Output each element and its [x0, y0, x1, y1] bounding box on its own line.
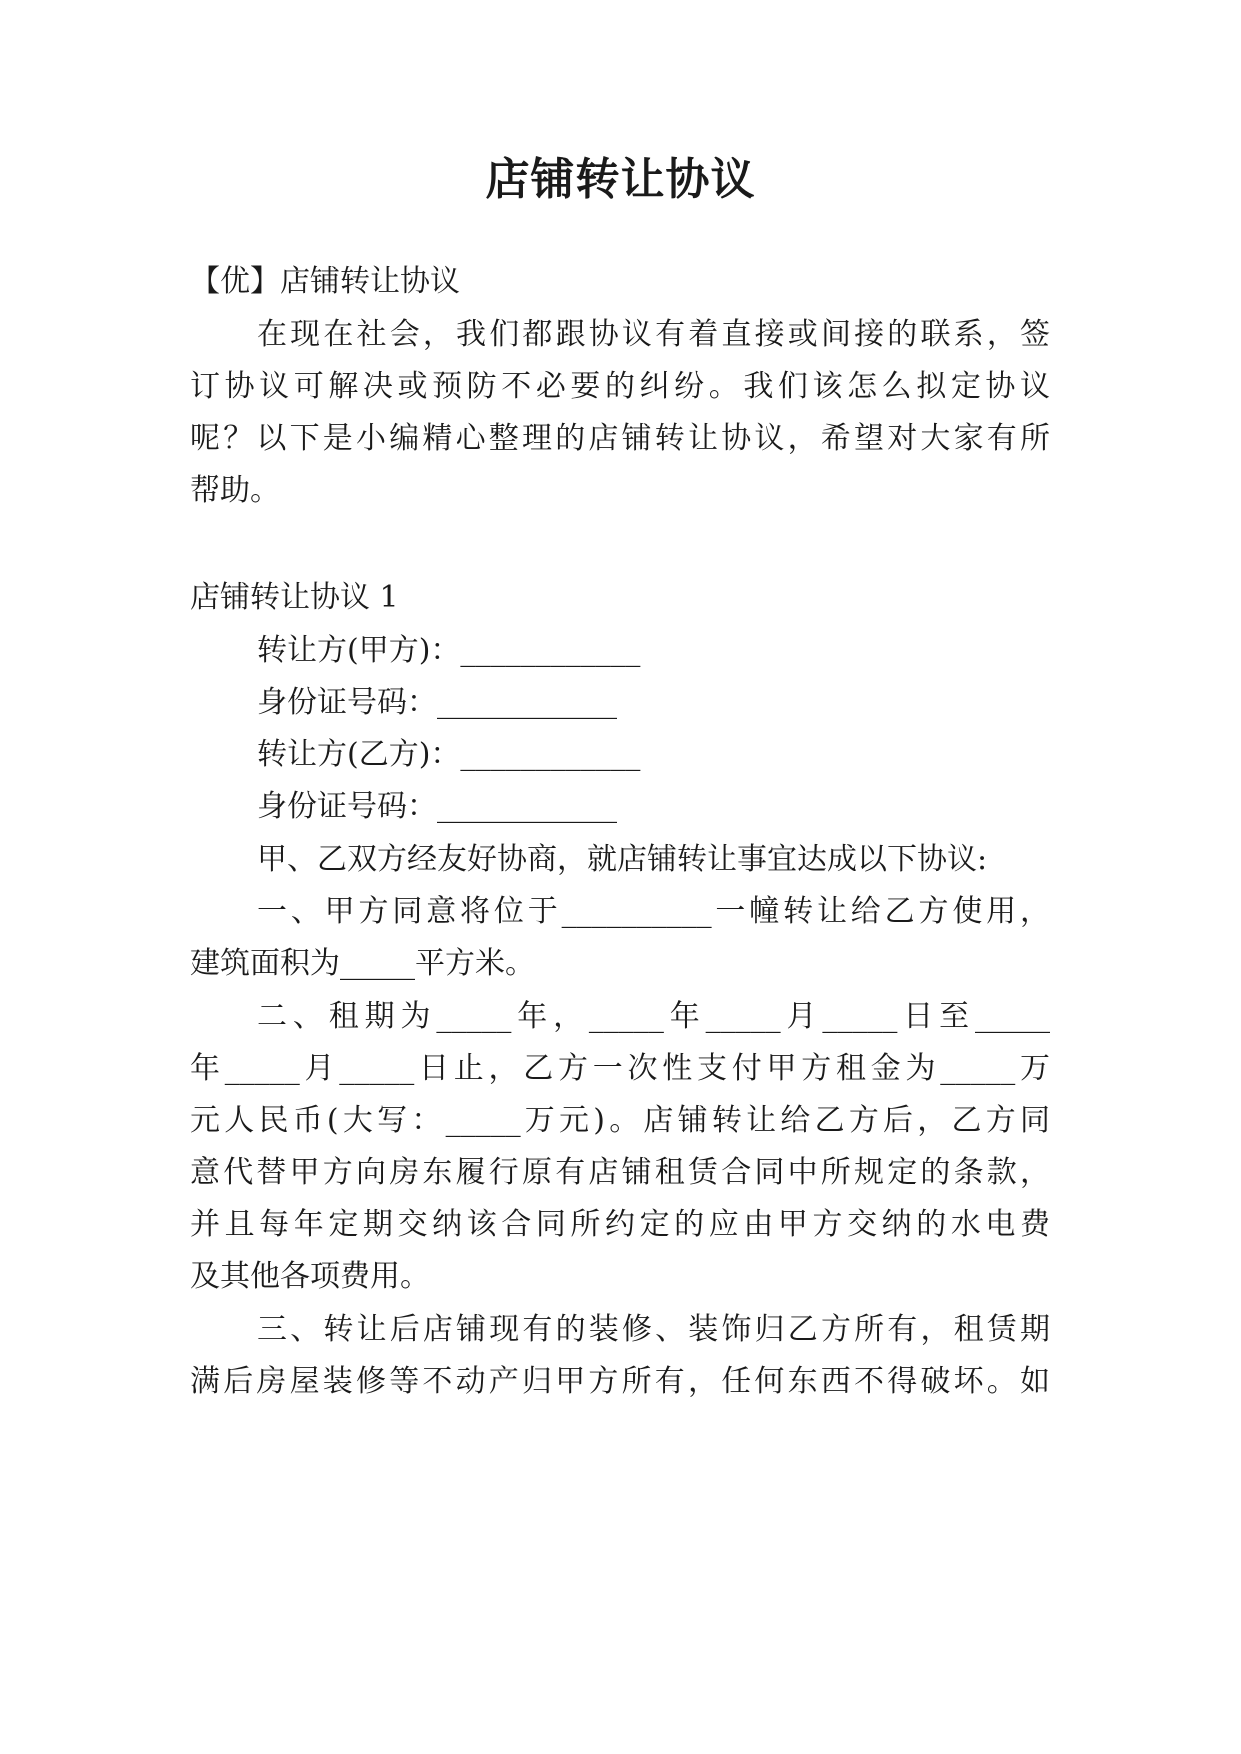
intro-line-2: 订协议可解决或预防不必要的纠纷。我们该怎么拟定协议: [190, 369, 1050, 404]
party-b-line: 转让方(乙方)：____________: [257, 737, 641, 772]
clause1-line-1: 一、甲方同意将位于__________一幢转让给乙方使用，: [257, 894, 1050, 929]
party-a-id-line: 身份证号码：____________: [257, 685, 617, 720]
clause2-line-3: 元人民币(大写：_____万元)。店铺转让给乙方后，乙方同: [190, 1103, 1050, 1138]
clause2-line-2: 年_____月_____日止，乙方一次性支付甲方租金为_____万: [190, 1051, 1050, 1086]
clause1-line-2: 建筑面积为_____平方米。: [190, 946, 535, 981]
section-title: 店铺转让协议 1: [190, 580, 399, 615]
clause2-line-6: 及其他各项费用。: [190, 1259, 430, 1294]
document-subtitle: 【优】店铺转让协议: [190, 264, 460, 299]
intro-line-3: 呢？以下是小编精心整理的店铺转让协议，希望对大家有所: [190, 421, 1050, 456]
clause2-line-5: 并且每年定期交纳该合同所约定的应由甲方交纳的水电费: [190, 1207, 1050, 1242]
clause3-line-1: 三、转让后店铺现有的装修、装饰归乙方所有，租赁期: [257, 1312, 1050, 1347]
clause2-line-4: 意代替甲方向房东履行原有店铺租赁合同中所规定的条款，: [190, 1155, 1050, 1190]
clause3-line-2: 满后房屋装修等不动产归甲方所有，任何东西不得破坏。如: [190, 1364, 1050, 1399]
party-a-line: 转让方(甲方)：____________: [257, 633, 641, 668]
intro-line-4: 帮助。: [190, 473, 280, 508]
clause2-line-1: 二、租期为_____年，_____年_____月_____日至_____: [257, 999, 1050, 1034]
preamble: 甲、乙双方经友好协商，就店铺转让事宜达成以下协议:: [257, 842, 988, 877]
document-title: 店铺转让协议: [485, 154, 756, 205]
intro-line-1: 在现在社会，我们都跟协议有着直接或间接的联系，签: [257, 317, 1050, 352]
party-b-id-line: 身份证号码：____________: [257, 789, 617, 824]
